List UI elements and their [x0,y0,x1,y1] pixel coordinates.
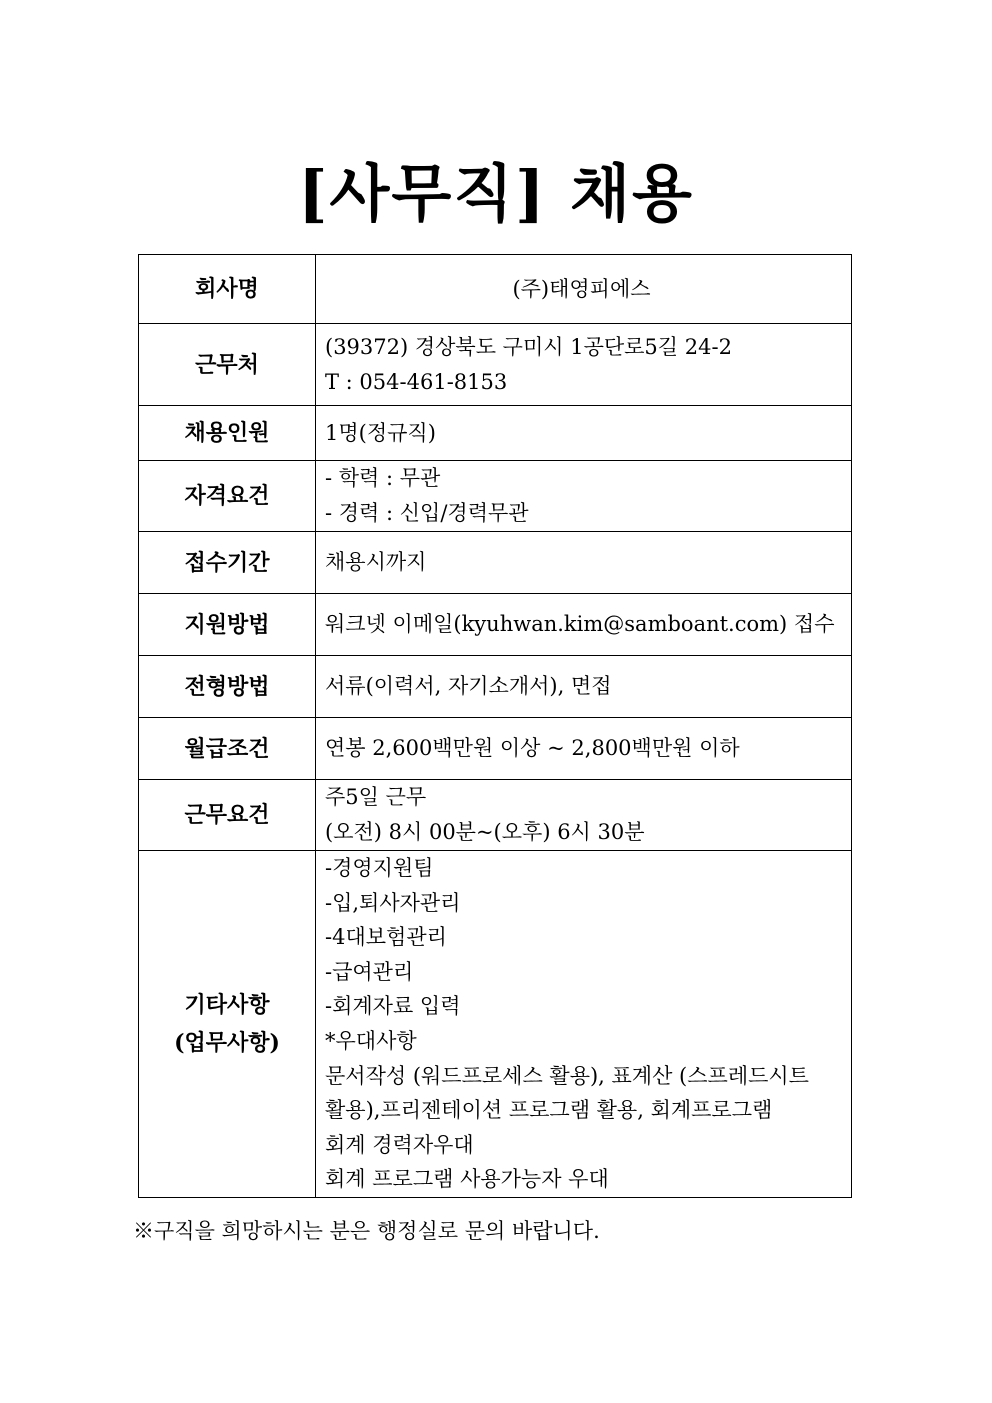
footer-note: ※구직을 희망하시는 분은 행정실로 문의 바랍니다. [133,1219,600,1243]
table-row-company [139,255,852,324]
table-row-headcount [139,406,852,461]
qualification-experience: - 경력 : 신입/경력무관 [325,501,529,525]
period-value: 채용시까지 [316,532,852,594]
selection-value: 서류(이력서, 자기소개서), 면접 [316,656,852,718]
workplace-value [316,324,852,406]
table-row-qualification [139,461,852,532]
table-row-etc [139,851,852,1198]
qualification-education: - 학력 : 무관 [325,466,441,490]
apply-label: 지원방법 [139,594,316,656]
headcount-label: 채용인원 [139,406,316,461]
job-info-table [138,254,852,1198]
table-row-salary [139,718,852,780]
table-row-workplace [139,324,852,406]
qualification-value [316,461,852,532]
salary-label: 월급조건 [139,718,316,780]
period-label: 접수기간 [139,532,316,594]
workplace-label: 근무처 [139,324,316,406]
etc-line: 문서작성 (워드프로세스 활용), 표계산 (스프레드시트 [325,1063,809,1088]
etc-line: 회계 경력자우대 [325,1132,474,1157]
company-value: (주)태영피에스 [316,255,852,324]
etc-line: 회계 프로그램 사용가능자 우대 [325,1167,609,1192]
etc-line: -4대보험관리 [325,925,447,950]
etc-line: -회계자료 입력 [325,994,461,1019]
etc-line: -급여관리 [325,959,414,984]
etc-label-main: 기타사항 [184,991,270,1018]
company-label: 회사명 [139,255,316,324]
etc-line: -입,퇴사자관리 [325,890,461,915]
etc-line: -경영지원팀 [325,856,434,880]
qualification-label: 자격요건 [139,461,316,532]
conditions-days: 주5일 근무 [325,785,427,809]
conditions-hours: (오전) 8시 00분~(오후) 6시 30분 [325,820,645,844]
etc-value [316,851,852,1198]
etc-label [139,851,316,1198]
workplace-phone: T : 054-461-8153 [325,369,508,394]
page-title: [사무직] 채용 [298,157,694,230]
table-row-conditions [139,780,852,851]
table-row-period [139,532,852,594]
etc-label-sub: (업무사항) [174,1029,280,1056]
table-row-selection [139,656,852,718]
headcount-value: 1명(정규직) [316,406,852,461]
salary-value: 연봉 2,600백만원 이상 ~ 2,800백만원 이하 [316,718,852,780]
selection-label: 전형방법 [139,656,316,718]
table-row-apply [139,594,852,656]
etc-line: 활용),프리젠테이션 프로그램 활용, 회계프로그램 [325,1098,773,1123]
conditions-label: 근무요건 [139,780,316,851]
workplace-address: (39372) 경상북도 구미시 1공단로5길 24-2 [325,334,732,359]
apply-value: 워크넷 이메일(kyuhwan.kim@samboant.com) 접수 [316,594,852,656]
conditions-value [316,780,852,851]
etc-line: *우대사항 [325,1028,417,1053]
